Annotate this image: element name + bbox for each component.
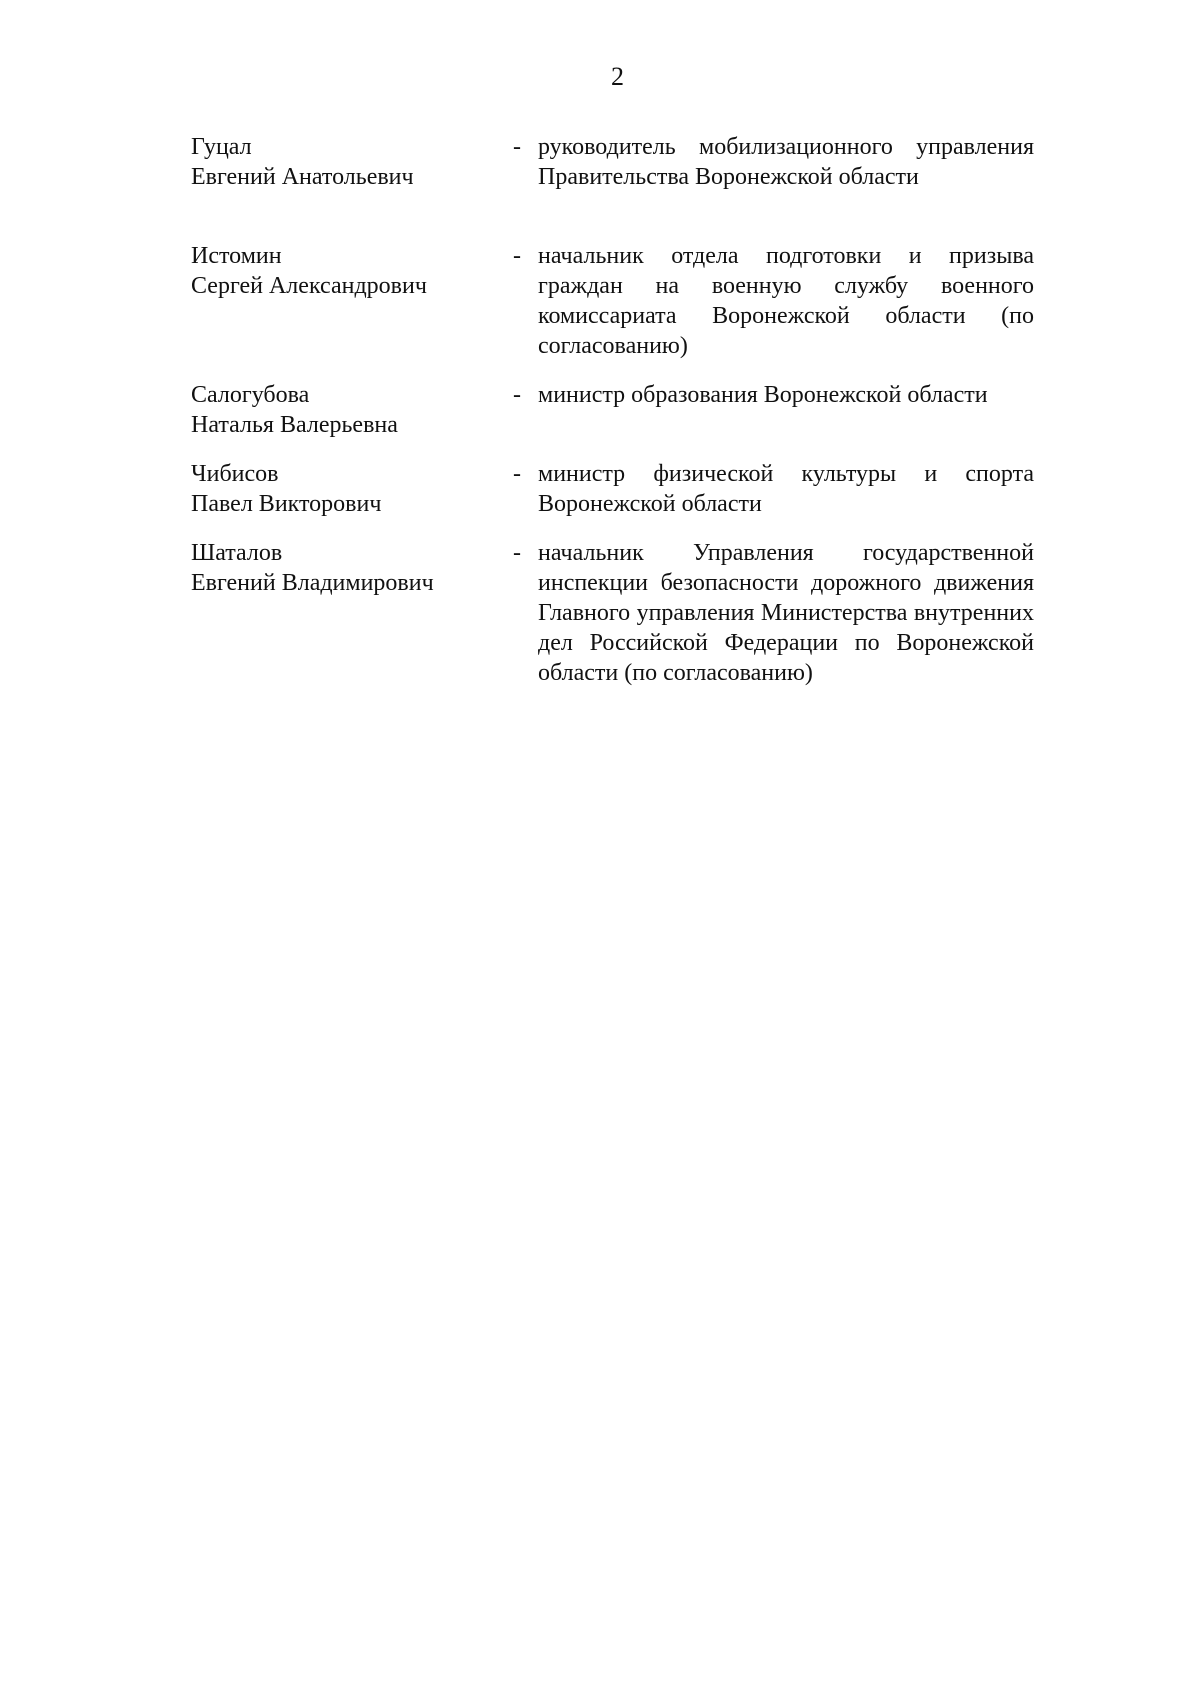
member-name <box>191 241 511 301</box>
member-name <box>191 459 511 519</box>
member-position: министр образования Воронежской области <box>538 382 988 408</box>
member-position: министр физической культуры и спорта Воронежской области <box>538 461 1034 517</box>
given-name: Евгений Владимирович <box>191 570 434 596</box>
member-position: начальник Управления государственной инспекции безопасности дорожного движения Главного управления Министерства внутренних дел Российской Федерации по Воронежской области (по согласованию) <box>538 540 1034 686</box>
member-name <box>191 538 511 598</box>
dash: - <box>513 134 521 160</box>
member-position: начальник отдела подготовки и призыва граждан на военную службу военного комиссариата Воронежской области (по согласованию) <box>538 243 1034 359</box>
member-name <box>191 132 511 192</box>
given-name: Наталья Валерьевна <box>191 412 398 438</box>
dash: - <box>513 461 521 487</box>
member-name <box>191 380 511 440</box>
surname: Салогубова <box>191 382 310 408</box>
member-position: руководитель мобилизационного управления Правительства Воронежской области <box>538 134 1034 190</box>
dash: - <box>513 540 521 566</box>
dash: - <box>513 382 521 408</box>
surname: Гуцал <box>191 134 252 160</box>
surname: Шаталов <box>191 540 283 566</box>
given-name: Павел Викторович <box>191 491 382 517</box>
given-name: Сергей Александрович <box>191 273 427 299</box>
surname: Истомин <box>191 243 282 269</box>
page-number: 2 <box>611 62 624 91</box>
surname: Чибисов <box>191 461 279 487</box>
given-name: Евгений Анатольевич <box>191 164 414 190</box>
dash: - <box>513 243 521 269</box>
